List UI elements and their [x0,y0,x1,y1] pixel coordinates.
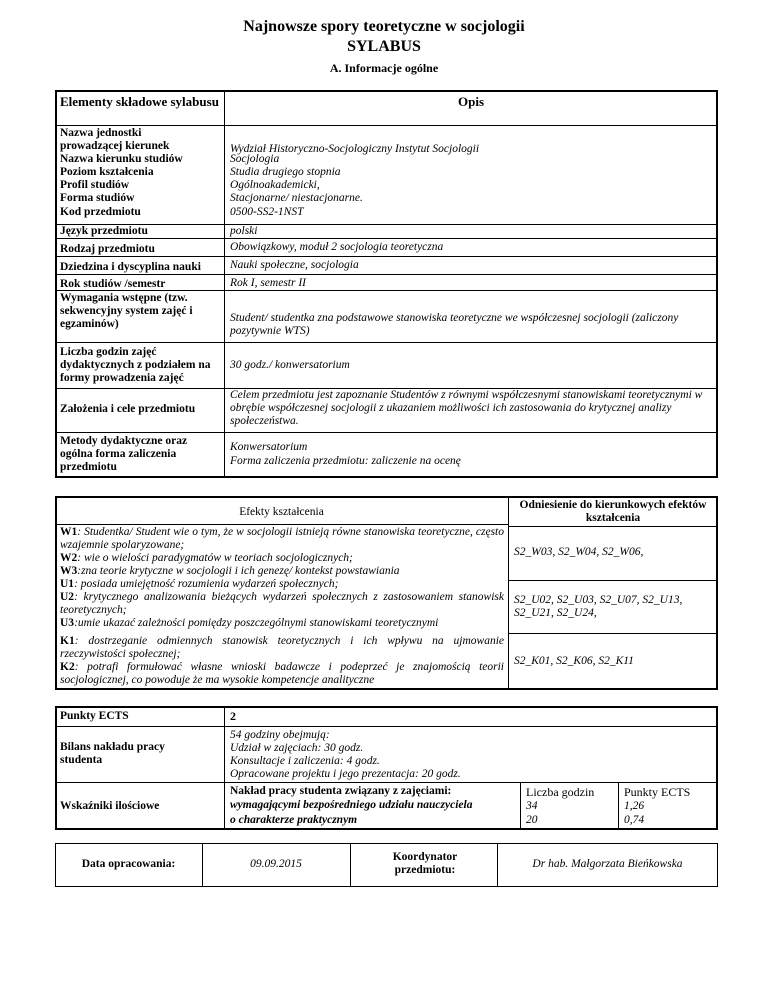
bilans-line: Konsultacje i zaliczenia: 4 godz. [230,755,380,767]
ects-label: Punkty ECTS [60,710,129,722]
ref-group-u: S2_U02, S2_U03, S2_U07, S2_U13, S2_U21, S2_U24, [514,594,683,619]
document-title: Najnowsze spory teoretyczne w socjologii [243,18,525,35]
row-value-jednostka: Wydział Historyczno-Socjologiczny Instytut Socjologii [230,143,480,155]
col-header-description: Opis [457,94,484,109]
row-label-liczba-godzin: Liczba godzin zajęć dydaktycznych z podziałem na formy prowadzenia zajęć [60,346,211,384]
row-value-forma: Stacjonarne/ niestacjonarne. [230,192,363,204]
hours-value: 20 [526,814,538,826]
points-value: 1,26 [624,800,645,812]
row-value-rok: Rok I, semestr II [230,277,307,289]
effects-group-k [60,635,504,687]
row-value-wymagania: Student/ studentka zna podstawowe stanowiska teoretyczne we współczesnej socjologii (zaliczony pozytywnie WTS) [230,312,679,337]
row-value-jezyk: polski [230,225,258,237]
coordinator-label: Koordynator przedmiotu: [392,851,458,876]
row-label-profil: Profil studiów [60,179,130,191]
points-value: 0,74 [624,814,645,826]
ects-value: 2 [230,709,236,723]
date-label: Data opracowania: [81,858,176,870]
row-value-metody-1: Konwersatorium [230,441,308,453]
row-value-kierunek: Socjologia [230,153,280,165]
naklad-line-1: wymagającymi bezpośredniego udziału nauczyciela [230,799,473,811]
effects-group-w [60,526,504,578]
section-heading: A. Informacje ogólne [329,61,439,75]
row-value-metody-2: Forma zaliczenia przedmiotu: zaliczenie na ocenę [230,455,461,467]
row-label-kierunek: Nazwa kierunku studiów [60,153,183,165]
effect-item: W1: Studentka/ Student wie o tym, że w socjologii istnieją równe stanowiska teoretyczne, często wzajemnie spolaryzowane; [60,526,504,551]
document-subtitle: SYLABUS [347,38,421,55]
row-value-liczba-godzin: 30 godz./ konwersatorium [230,359,350,371]
row-value-dziedzina: Nauki społeczne, socjologia [230,259,359,271]
row-label-poziom: Poziom kształcenia [60,166,154,178]
wskazniki-label: Wskaźniki ilościowe [60,800,160,812]
col-header-elements: Elementy składowe sylabusu [60,94,219,109]
col-header-references: Odniesienie do kierunkowych efektów kształcenia [519,499,707,524]
effect-item: W2: wie o wielości paradygmatów w teoriach socjologicznych; [60,552,353,564]
hours-header: Liczba godzin [526,785,595,799]
date-value: 09.09.2015 [250,858,302,870]
effect-item: W3:zna teorie krytyczne w socjologii i ich genezę/ kontekst powstawiania [60,565,400,577]
hours-value: 34 [526,800,538,812]
naklad-header: Nakład pracy studenta związany z zajęciami: [230,785,452,797]
row-label-zalozenia: Założenia i cele przedmiotu [60,403,196,415]
effect-item: U2: krytycznego analizowania bieżących wydarzeń społecznych z zastosowaniem stanowisk teoretycznych; [60,591,504,616]
col-header-effects: Efekty kształcenia [239,506,324,518]
coordinator-value: Dr hab. Małgorzata Bieńkowska [532,858,683,870]
bilans-label: Bilans nakładu pracy studenta [60,741,165,766]
row-value-rodzaj: Obowiązkowy, moduł 2 socjologia teoretyczna [230,241,444,253]
row-label-jezyk: Język przedmiotu [60,225,148,237]
row-label-rodzaj: Rodzaj przedmiotu [60,243,155,255]
effect-item: U1: posiada umiejętność rozumienia wydarzeń społecznych; [60,578,339,590]
row-value-profil: Ogólnoakademicki, [230,179,320,191]
naklad-line-2: o charakterze praktycznym [230,814,358,826]
effect-item: U3:umie ukazać zależności pomiędzy poszczególnymi stanowiskami teoretycznymi [60,617,439,629]
row-label-metody: Metody dydaktyczne oraz ogólna forma zaliczenia przedmiotu [60,435,188,473]
row-label-jednostka: Nazwa jednostki prowadzącej kierunek [60,127,170,152]
row-label-forma: Forma studiów [60,192,135,204]
effect-item: K1: dostrzeganie odmiennych stanowisk teoretycznych i ich wpływu na ujmowanie rzeczywistości społecznej; [60,635,504,660]
ref-group-w: S2_W03, S2_W04, S2_W06, [514,546,644,558]
effects-group-u [60,578,504,630]
row-label-kod: Kod przedmiotu [60,206,141,218]
ref-group-k: S2_K01, S2_K06, S2_K11 [514,655,634,667]
row-label-rok: Rok studiów /semestr [60,278,166,290]
row-value-zalozenia: Celem przedmiotu jest zapoznanie Studentów z równymi współczesnymi stanowiskami teoretycznymi w obrębie współczesnej socjologii z ukazaniem możliwości ich zastosowania do krytycznej analizy społeczeństwa. [230,389,703,427]
row-value-kod: 0500-SS2-1NST [230,206,304,218]
effect-item: K2: potrafi formułować własne wnioski badawcze i podeprzeć je znajomością teorii socjologicznej, co powoduje że ma wysokie kompetencje analityczne [60,661,504,686]
row-value-poziom: Studia drugiego stopnia [230,166,341,178]
bilans-line: 54 godziny obejmują: [230,729,330,741]
row-label-dziedzina: Dziedzina i dyscyplina nauki [60,261,201,273]
bilans-line: Udział w zajęciach: 30 godz. [230,742,364,754]
bilans-line: Opracowane projektu i jego prezentacja: 20 godz. [230,768,461,780]
row-label-wymagania: Wymagania wstępne (tzw. sekwencyjny system zajęć i egzaminów) [60,292,193,330]
points-header: Punkty ECTS [624,785,691,799]
